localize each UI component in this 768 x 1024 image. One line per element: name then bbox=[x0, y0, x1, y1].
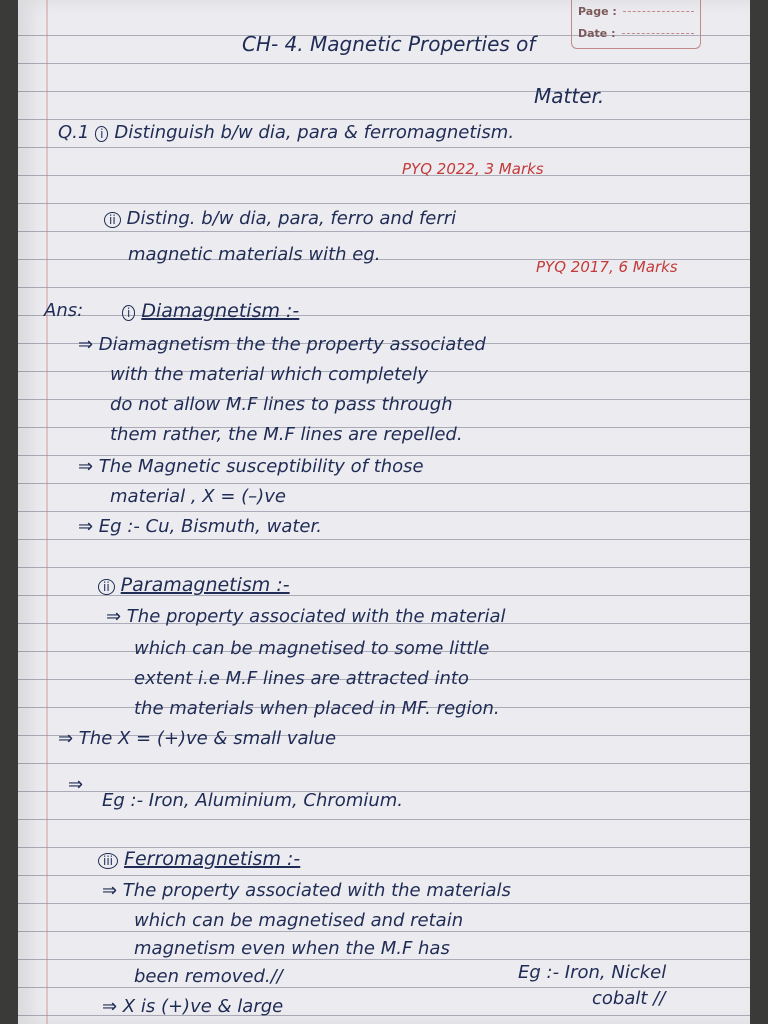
para-line: ⇒ bbox=[68, 774, 84, 795]
para-line: which can be magnetised to some little bbox=[134, 638, 490, 659]
para-line: the materials when placed in MF. region. bbox=[134, 698, 500, 719]
question-2-text-line1: Disting. b/w dia, para, ferro and ferri bbox=[126, 208, 457, 229]
paramagnetism-heading-text: Paramagnetism :- bbox=[120, 574, 290, 596]
question-1-text: Distinguish b/w dia, para & ferromagnetism. bbox=[114, 122, 515, 143]
chapter-title-line2: Matter. bbox=[534, 84, 605, 108]
margin-line bbox=[46, 0, 48, 1024]
chapter-title-line1: CH- 4. Magnetic Properties of bbox=[242, 32, 536, 56]
dia-line: ⇒ The Magnetic susceptibility of those bbox=[78, 456, 424, 477]
para-line: Eg :- Iron, Aluminium, Chromium. bbox=[102, 790, 404, 811]
date-label: Date : bbox=[578, 26, 616, 40]
ferro-line: cobalt // bbox=[592, 988, 666, 1009]
ferro-line: Eg :- Iron, Nickel bbox=[518, 962, 667, 983]
dia-line: do not allow M.F lines to pass through bbox=[110, 394, 453, 415]
answer-label: Ans: bbox=[44, 300, 84, 321]
ferro-line: ⇒ The property associated with the materials bbox=[102, 880, 511, 901]
page-field bbox=[572, 0, 700, 22]
dia-line: them rather, the M.F lines are repelled. bbox=[110, 424, 463, 445]
ferromagnetism-heading-text: Ferromagnetism :- bbox=[124, 848, 301, 870]
diamagnetism-heading-text: Diamagnetism :- bbox=[141, 300, 300, 322]
notebook-page bbox=[18, 0, 750, 1024]
para-line: extent i.e M.F lines are attracted into bbox=[134, 668, 469, 689]
section-number: i bbox=[122, 305, 135, 321]
ferro-line: which can be magnetised and retain bbox=[134, 910, 464, 931]
dia-line: with the material which completely bbox=[110, 364, 428, 385]
section-number: iii bbox=[98, 853, 118, 869]
ferromagnetism-heading bbox=[98, 848, 300, 870]
date-field bbox=[572, 22, 700, 44]
question-number: ii bbox=[104, 212, 121, 228]
diamagnetism-heading bbox=[122, 300, 299, 322]
para-line: ⇒ The property associated with the material bbox=[106, 606, 506, 627]
question-prefix: Q.1 bbox=[58, 122, 90, 143]
dia-line: material , X = (–)ve bbox=[110, 486, 286, 507]
section-number: ii bbox=[98, 579, 115, 595]
paramagnetism-heading bbox=[98, 574, 290, 596]
pyq-note-1: PYQ 2022, 3 Marks bbox=[402, 160, 544, 178]
ferro-line: magnetism even when the M.F has bbox=[134, 938, 450, 959]
question-number: i bbox=[95, 126, 108, 142]
question-2 bbox=[104, 208, 456, 229]
dia-line: ⇒ Diamagnetism the the property associated bbox=[78, 334, 486, 355]
ferro-line: been removed.// bbox=[134, 966, 283, 987]
question-1 bbox=[58, 122, 514, 143]
page-label: Page : bbox=[578, 4, 617, 18]
question-2-text-line2: magnetic materials with eg. bbox=[128, 244, 381, 265]
page-date-box bbox=[571, 0, 701, 49]
pyq-note-2: PYQ 2017, 6 Marks bbox=[536, 258, 678, 276]
para-line: ⇒ The X = (+)ve & small value bbox=[58, 728, 337, 749]
ferro-line: ⇒ X is (+)ve & large bbox=[102, 996, 284, 1017]
dia-line: ⇒ Eg :- Cu, Bismuth, water. bbox=[78, 516, 322, 537]
